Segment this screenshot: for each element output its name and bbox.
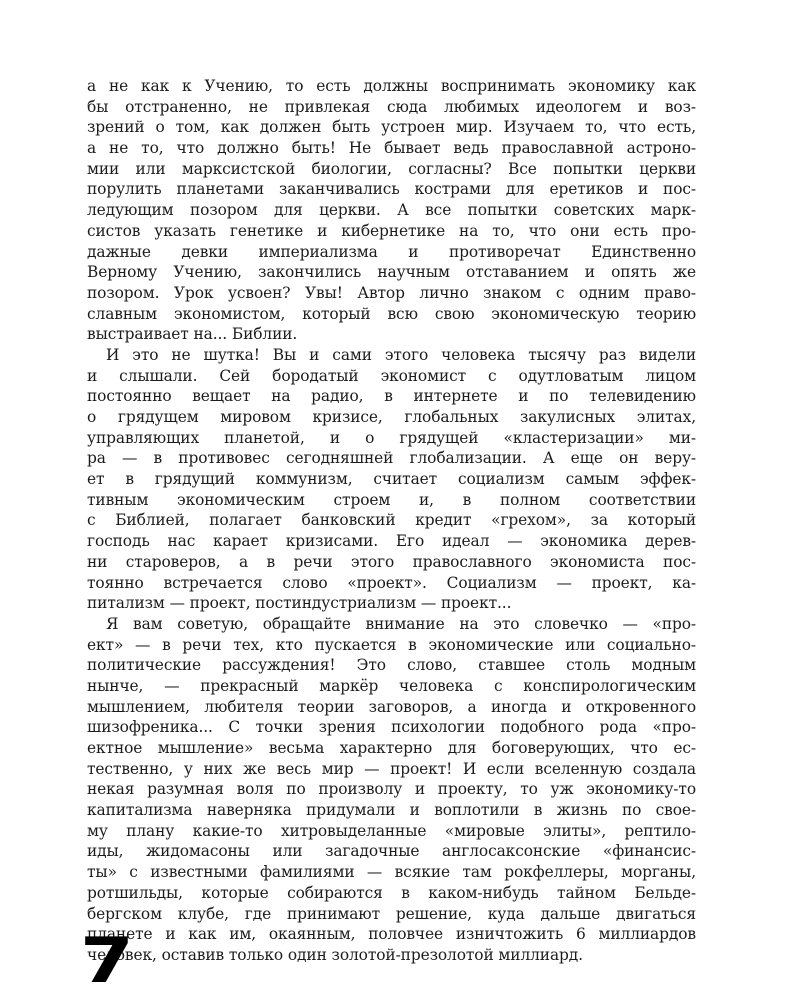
text-line: мии или марксистской биологии, согласны? Все попытки церкви <box>87 159 696 178</box>
text-line: а не как к Учению, то есть должны воспринимать экономику как <box>87 77 696 95</box>
text-line: ет в грядущий коммунизм, считает социализм самым эффек- <box>87 470 696 489</box>
text-line: дажные девки империализма и противоречат Единственно <box>87 242 696 261</box>
text-line: планете и как им, окаянным, половчее изничтожить 6 миллиардов <box>87 925 696 944</box>
text-line: тивным экономическим строем и, в полном соответствии <box>87 490 696 509</box>
text-line: нынче, — прекрасный маркёр человека с конспирологическим <box>87 676 696 695</box>
text-line: шизофреника... С точки зрения психологии подобного рода «про- <box>87 718 696 737</box>
text-line: и слышали. Сей бородатый экономист с одутловатым лицом <box>87 366 696 385</box>
text-line: систов указать генетике и кибернетике на то, что они есть про- <box>87 221 696 240</box>
text-line: Я вам советую, обращайте внимание на это словечко — «про- <box>106 614 696 633</box>
text-line: тественно, у них же весь мир — проект! И если вселенную создала <box>87 759 696 778</box>
text-line: му плану какие-то хитровыделанные «мировые элиты», рептило- <box>87 821 696 840</box>
text-line: ледующим позором для церкви. А все попытки советских марк- <box>87 201 696 220</box>
text-line: бы отстраненно, не привлекая сюда любимых идеологем и воз- <box>87 97 696 116</box>
text-line: ект» — в речи тех, кто пускается в экономические или социально- <box>87 635 696 654</box>
text-line: позором. Урок усвоен? Увы! Автор лично знаком с одним право- <box>87 283 696 302</box>
text-line: с Библией, полагает банковский кредит «грехом», за который <box>87 511 696 530</box>
body-text <box>87 76 696 966</box>
text-line: управляющих планетой, и о грядущей «кластеризации» ми- <box>87 428 696 447</box>
text-line: И это не шутка! Вы и сами этого человека тысячу раз видели <box>106 345 696 364</box>
text-line: ты» с известными фамилиями — всякие там рокфеллеры, морганы, <box>87 863 696 882</box>
text-line: ра — в противовес сегодняшней глобализации. А еще он веру- <box>87 449 696 468</box>
text-line: ни староверов, а в речи этого православного экономиста пос- <box>87 552 696 571</box>
text-line: а не то, что должно быть! Не бывает ведь православной астроно- <box>87 139 696 158</box>
text-line: иды, жидомасоны или загадочные англосаксонские «финансис- <box>87 842 696 861</box>
text-line: капитализма наверняка придумали и воплотили в жизнь по свое- <box>87 801 696 820</box>
text-line: постоянно вещает на радио, в интернете и по телевидению <box>87 387 696 406</box>
text-line: ектное мышление» весьма характерно для боговерующих, что ес- <box>87 739 696 757</box>
text-line: господь нас карает кризисами. Его идеал — экономика дерев- <box>87 532 696 551</box>
text-line: зрений о том, как должен быть устроен мир. Изучаем то, что есть, <box>87 118 696 137</box>
text-line: выстраивает на... Библии. <box>87 325 298 344</box>
page-number: 7 <box>80 924 133 997</box>
text-line: Верному Учению, закончились научным отставанием и опять же <box>87 263 696 282</box>
text-line: питализм — проект, постиндустриализм — проект... <box>87 594 512 613</box>
text-line: порулить планетами заканчивались кострами для еретиков и пос- <box>87 180 696 199</box>
text-line: политические рассуждения! Это слово, ставшее столь модным <box>87 656 696 675</box>
text-line: некая разумная воля по произволу и проекту, то уж экономику-то <box>87 780 696 799</box>
text-line: мышлением, любителя теории заговоров, а иногда и откровенного <box>87 697 696 716</box>
text-line: бергском клубе, где принимают решение, куда дальше двигаться <box>87 904 696 923</box>
text-line: ротшильды, которые собираются в каком-нибудь тайном Бельде- <box>87 883 696 902</box>
text-line: о грядущем мировом кризисе, глобальных закулисных элитах, <box>87 408 696 426</box>
text-line: человек, оставив только один золотой-презолотой миллиард. <box>87 945 583 964</box>
text-line: славным экономистом, который всю свою экономическую теорию <box>87 304 696 323</box>
text-line: тоянно встречается слово «проект». Социализм — проект, ка- <box>87 573 696 592</box>
